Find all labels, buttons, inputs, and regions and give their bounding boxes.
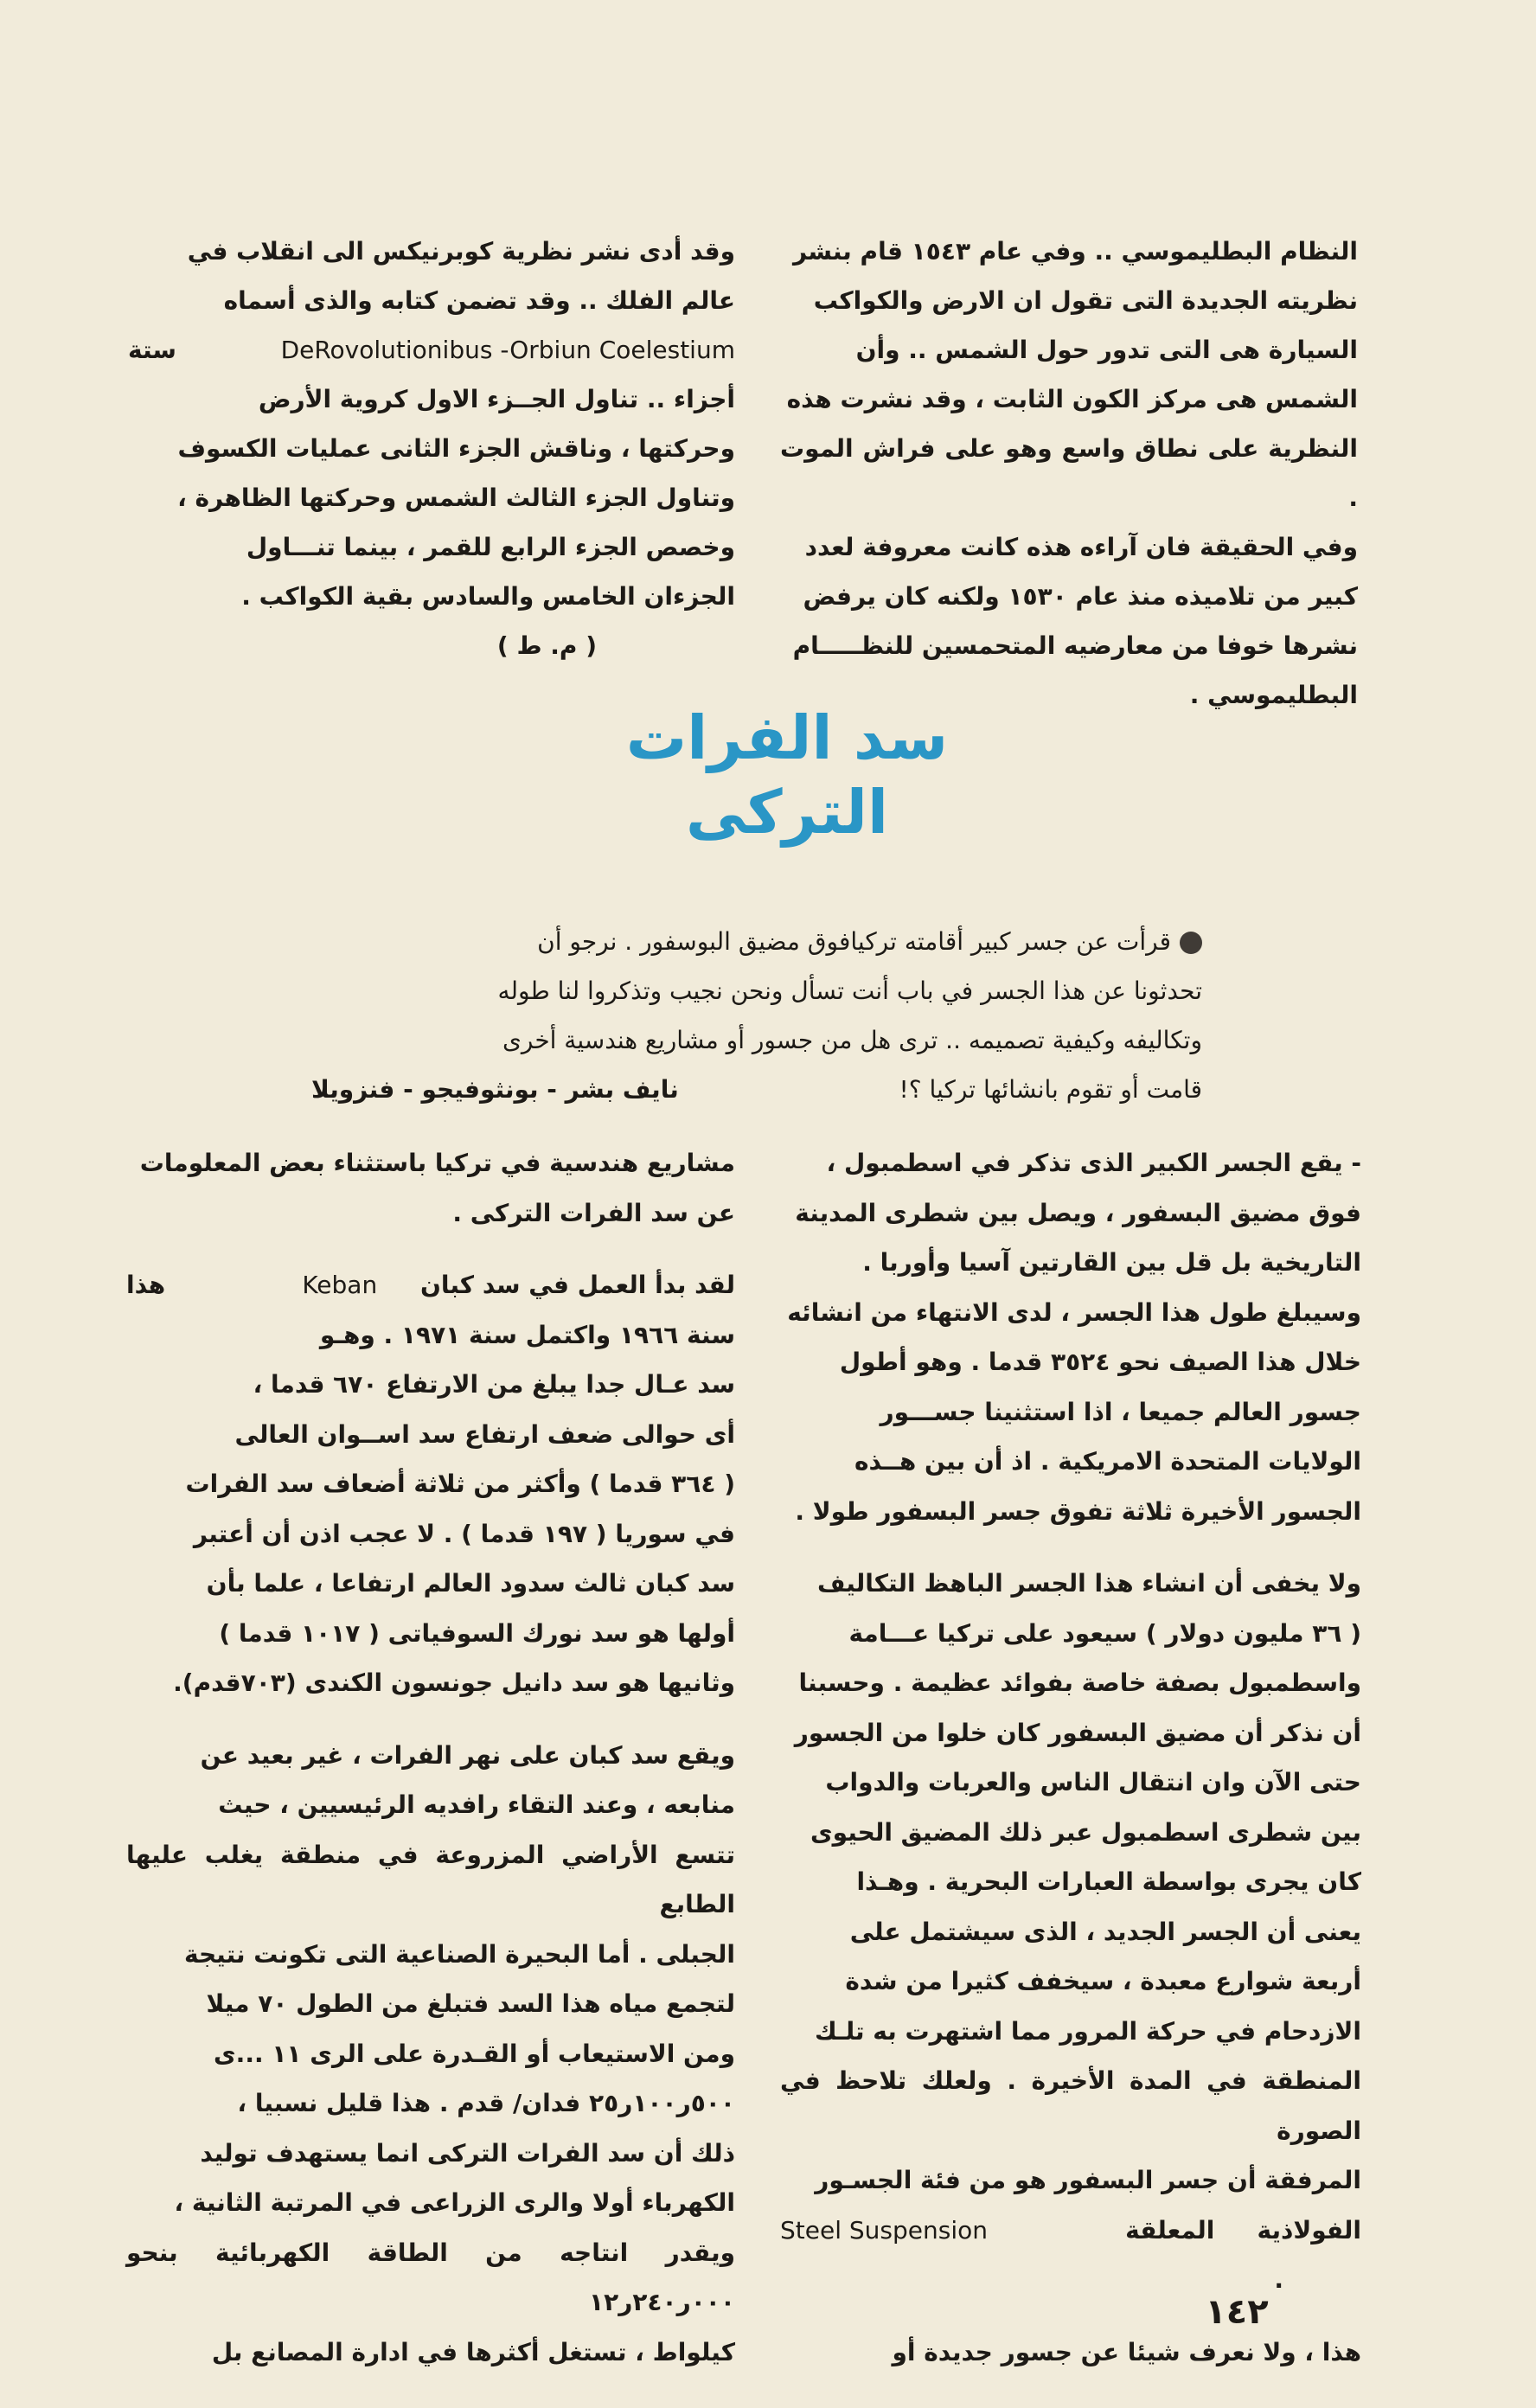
latin-book-title: DeRovolutionibus -Orbiun Coelestium [280, 336, 735, 364]
text-line: أولها هو سد نورك السوفياتى ( ١٠١٧ قدما ) [219, 1618, 735, 1648]
question-line [311, 1065, 1202, 1114]
text-line: أى حوالى ضعف ارتفاع سد اســوان العالى [234, 1419, 735, 1449]
text-fragment: هذا [126, 1271, 166, 1299]
reader-signature: نايف بشر - بونثوفيجو - فنزويلا [311, 1075, 679, 1104]
text-line: ذلك أن سد الفرات التركى انما يستهدف توليد [200, 2138, 735, 2168]
text-line: الجسور الأخيرة ثلاثة تفوق جسر البسفور طولا . [795, 1496, 1361, 1526]
bottom-left-column [126, 1138, 735, 2377]
text-line: وقد أدى نشر نظرية كوبرنيكس الى انقلاب في [187, 237, 735, 266]
period-mark: . [1274, 2265, 1283, 2294]
text-line: كيلواط ، تستغل أكثرها في ادارة المصانع بل [211, 2337, 735, 2366]
question-text: قرأت عن جسر كبير أقامته تركيافوق مضيق البوسفور . نرجو أن [537, 927, 1171, 956]
text-line: وثانيها هو سد دانيل جونسون الكندى (٧٠٣قدم). [173, 1668, 735, 1697]
text-line: واسطمبول بصفة خاصة بفوائد عظيمة . وحسبنا [798, 1668, 1361, 1697]
text-line-with-latin [126, 1260, 735, 1310]
text-line: أجزاء .. تناول الجــزء الاول كروية الأرض [258, 385, 735, 413]
text-line: الازدحام في حركة المرور مما اشتهرت به تلـك [814, 2016, 1361, 2046]
text-line: ومن الاستيعاب أو القـدرة على الرى ١١ ...ى [214, 2039, 735, 2068]
text-line: الشمس هى مركز الكون الثابت ، وقد نشرت هذه [786, 385, 1358, 413]
text-line-with-latin [780, 2206, 1361, 2305]
text-line: يعنى أن الجسر الجديد ، الذى سيشتمل على [849, 1917, 1361, 1946]
text-line: السيارة هى التى تدور حول الشمس .. وأن [855, 336, 1358, 364]
text-line: ( ٣٦ مليون دولار ) سيعود على تركيا عـــامة [848, 1618, 1361, 1648]
text-line: ٥٠٠ر١٠٠ر٢٥ فدان/ قدم . هذا قليل نسبيا ، [237, 2089, 735, 2117]
text-line: تتسع الأراضي المزروعة في منطقة يغلب عليها الطابع [126, 1840, 735, 1918]
text-line: عالم الفلك .. وقد تضمن كتابه والذى أسماه [223, 286, 735, 315]
question-line: وتكاليفه وكيفية تصميمه .. ترى هل من جسور أو مشاريع هندسية أخرى [502, 1026, 1202, 1054]
text-line: أربعة شوارع معبدة ، سيخفف كثيرا من شدة [845, 1967, 1361, 1995]
text-line-with-latin [128, 325, 735, 375]
text-line: التاريخية بل قل بين القارتين آسيا وأوربا . [862, 1248, 1361, 1277]
text-fragment: ستة [128, 336, 176, 364]
top-right-column [780, 227, 1358, 720]
text-line: نشرها خوفا من معارضيه المتحمسين للنظـــــام [792, 631, 1358, 660]
text-line: الولايات المتحدة الامريكية . اذ أن بين هــذه [854, 1447, 1361, 1476]
question-line: تحدثونا عن هذا الجسر في باب أنت تسأل ونحن نجيب وتذكروا لنا طوله [497, 977, 1202, 1005]
text-line: جسور العالم جميعا ، اذا استثنينا جســـور [880, 1397, 1361, 1426]
text-fragment: لقد بدأ العمل في سد كبان [419, 1271, 735, 1299]
text-line: سنة ١٩٦٦ واكتمل سنة ١٩٧١ . وهـو [319, 1320, 735, 1349]
text-line: عن سد الفرات التركى . [452, 1198, 735, 1227]
text-line: وخصص الجزء الرابع للقمر ، بينما تنـــاول [246, 533, 735, 561]
bottom-right-column [780, 1138, 1361, 2377]
reader-question [311, 917, 1202, 1114]
text-line: النظرية على نطاق واسع وهو على فراش الموت . [780, 434, 1358, 512]
text-line: المنطقة في المدة الأخيرة . ولعلك تلاحظ في الصورة [780, 2066, 1361, 2145]
author-initials: ( م. ط ) [496, 631, 597, 660]
text-line: خلال هذا الصيف نحو ٣٥٢٤ قدما . وهو أطول [839, 1348, 1361, 1376]
text-line: وفي الحقيقة فان آراءه هذه كانت معروفة لعدد [804, 533, 1358, 561]
text-line: كان يجرى بواسطة العبارات البحرية . وهـذا [856, 1867, 1361, 1896]
text-line: النظام البطليموسي .. وفي عام ١٥٤٣ قام بنشر [792, 237, 1358, 266]
text-line: ولا يخفى أن انشاء هذا الجسر الباهظ التكاليف [816, 1569, 1361, 1598]
text-line: في سوريا ( ١٩٧ قدما ) . لا عجب اذن أن أعتبر [193, 1519, 735, 1548]
text-line: وسيبلغ طول هذا الجسر ، لدى الانتهاء من انشائه [787, 1297, 1361, 1327]
text-line: منابعه ، وعند التقاء رافديه الرئيسيين ، حيث [218, 1790, 735, 1819]
text-line: المرفقة أن جسر البسفور هو من فئة الجسـور [815, 2166, 1361, 2194]
page-number: ١٤٢ [1205, 2292, 1269, 2332]
text-line: ويقدر انتاجه من الطاقة الكهربائية بنحو ٠٠٠ر٢٤٠ر١٢ [126, 2238, 735, 2316]
article-title-line-2: التركى [686, 777, 888, 848]
text-fragment: الفولاذية المعلقة [1125, 2215, 1362, 2245]
text-line: سد عـال جدا يبلغ من الارتفاع ٦٧٠ قدما ، [253, 1370, 735, 1399]
text-line: البطليموسي . [1189, 681, 1358, 709]
question-line [311, 917, 1202, 966]
text-line: نظريته الجديدة التى تقول ان الارض والكواكب [813, 286, 1358, 315]
question-text: قامت أو تقوم بانشائها تركيا ؟! [899, 1075, 1202, 1104]
bullet-dot-icon [1180, 932, 1202, 954]
text-line: مشاريع هندسية في تركيا باستثناء بعض المعلومات [139, 1149, 735, 1177]
text-line: كبير من تلاميذه منذ عام ١٥٣٠ ولكنه كان يرفض [803, 582, 1358, 611]
text-line: حتى الآن وان انتقال الناس والعربات والدواب [825, 1768, 1361, 1796]
text-line: وتناول الجزء الثالث الشمس وحركتها الظاهرة ، [177, 484, 735, 512]
text-line: ( ٣٦٤ قدما ) وأكثر من ثلاثة أضعاف سد الفرات [185, 1470, 735, 1498]
top-left-column [128, 227, 735, 670]
text-line: الجبلى . أما البحيرة الصناعية التى تكونت نتيجة [184, 1939, 735, 1969]
text-line: سد كبان ثالث سدود العالم ارتفاعا ، علما بأن [206, 1569, 735, 1598]
text-line: ويقع سد كبان على نهر الفرات ، غير بعيد عن [200, 1740, 735, 1770]
latin-term: Steel Suspension [780, 2215, 988, 2245]
text-line: أن نذكر أن مضيق البسفور كان خلوا من الجسور [794, 1718, 1361, 1747]
text-line: بين شطرى اسطمبول عبر ذلك المضيق الحيوى [810, 1817, 1361, 1847]
text-line: فوق مضيق البسفور ، ويصل بين شطرى المدينة [795, 1198, 1361, 1227]
text-line: الجزءان الخامس والسادس بقية الكواكب . [241, 582, 735, 611]
article-title-line-1: سد الفرات [625, 702, 949, 773]
text-line: لتجمع مياه هذا السد فتبلغ من الطول ٧٠ ميلا [206, 1989, 735, 2018]
text-line: الكهرباء أولا والرى الزراعى في المرتبة الثانية ، [174, 2188, 735, 2217]
text-line: وحركتها ، وناقش الجزء الثانى عمليات الكسوف [177, 434, 735, 463]
text-line: - يقع الجسر الكبير الذى تذكر في اسطمبول ، [826, 1149, 1361, 1177]
text-line: هذا ، ولا نعرف شيئا عن جسور جديدة أو [892, 2337, 1361, 2366]
latin-term: Keban [302, 1271, 378, 1299]
